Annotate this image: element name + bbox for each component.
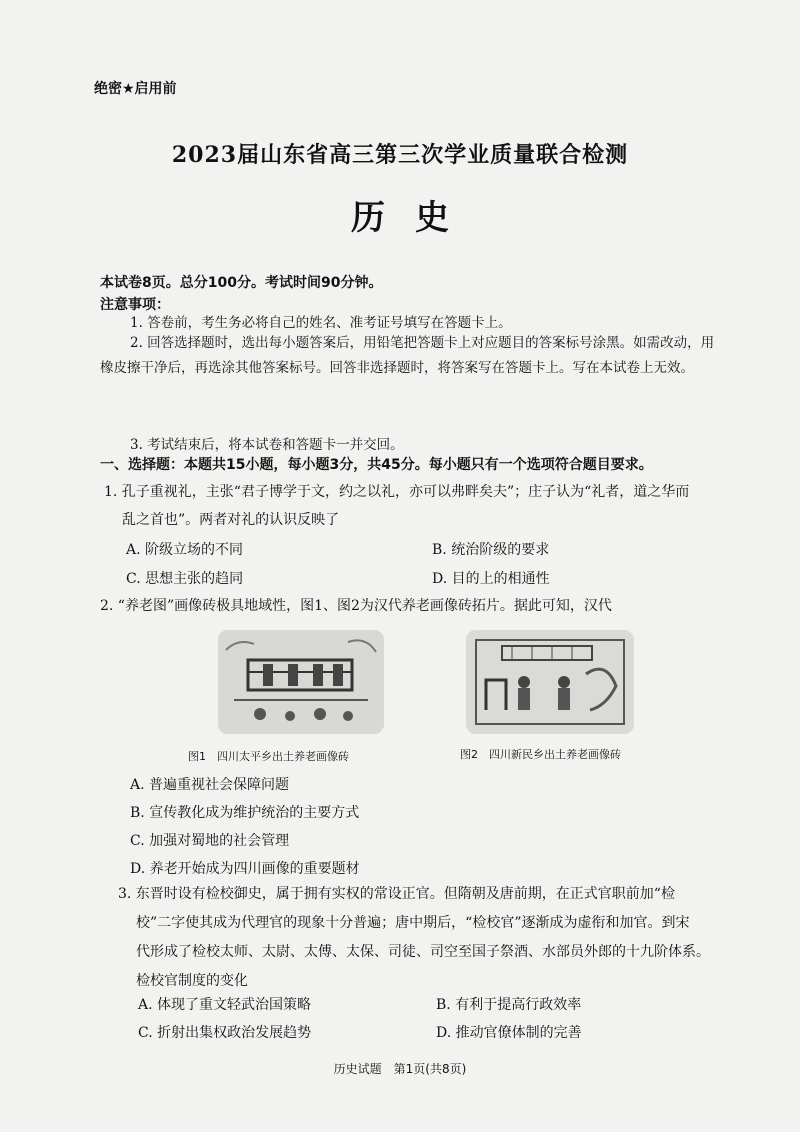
figure-1-caption: 图1 四川太平乡出土养老画像砖 [188, 750, 349, 763]
question-3-stem-line-1: 3. 东晋时设有检校御史，属于拥有实权的常设正官。但隋朝及唐前期，在正式官职前加“检 [118, 886, 675, 902]
q2-option-b[interactable]: B. 宣传教化成为维护统治的主要方式 [130, 805, 360, 821]
question-3 [118, 880, 718, 996]
figure-2-caption: 图2 四川新民乡出土养老画像砖 [460, 748, 621, 761]
q1-option-a[interactable]: A. 阶级立场的不同 [126, 542, 244, 558]
question-3-stem-line-2: 校”二字使其成为代理官的现象十分普遍；唐中期后，“检校官”逐渐成为虚衔和加官。到宋 [136, 915, 690, 931]
question-1-stem-line-1: 1. 孔子重视礼，主张“君子博学于文，约之以礼，亦可以弗畔矣夫”；庄子认为“礼者，道之华而 [104, 484, 690, 500]
q2-option-c[interactable]: C. 加强对蜀地的社会管理 [130, 833, 290, 849]
q1-option-c[interactable]: C. 思想主张的趋同 [126, 571, 244, 587]
q3-option-a[interactable]: A. 体现了重文轻武治国策略 [138, 997, 312, 1013]
q2-option-d[interactable]: D. 养老开始成为四川画像的重要题材 [130, 861, 360, 877]
q1-option-b[interactable]: B. 统治阶级的要求 [432, 542, 550, 558]
q2-option-a[interactable]: A. 普遍重视社会保障问题 [130, 777, 290, 793]
exam-info: 本试卷8页。总分100分。考试时间90分钟。 [100, 275, 383, 291]
q3-option-c[interactable]: C. 折射出集权政治发展趋势 [138, 1025, 312, 1041]
confidential-label: 绝密★启用前 [94, 81, 177, 97]
section-heading: 一、选择题：本题共15小题，每小题3分，共45分。每小题只有一个选项符合题目要求。 [100, 457, 653, 473]
q3-option-d[interactable]: D. 推动官僚体制的完善 [436, 1025, 582, 1041]
figure-2-rubbing [466, 630, 634, 734]
notice-item-2: 2. 回答选择题时，选出每小题答案后，用铅笔把答题卡上对应题目的答案标号涂黑。如需改动，用橡皮擦干净后，再选涂其他答案标号。回答非选择题时，将答案写在答题卡上。写在本试卷上无效。 [100, 335, 715, 376]
exam-title: 2023届山东省高三第三次学业质量联合检测 [171, 142, 629, 168]
question-2-stem: 2. “养老图”画像砖极具地域性，图1、图2为汉代养老画像砖拓片。据此可知，汉代 [100, 598, 612, 614]
question-1-stem-line-2: 乱之首也”。两者对礼的认识反映了 [122, 512, 340, 528]
question-3-stem-line-3: 代形成了检校太师、太尉、太傅、太保、司徒、司空至国子祭酒、水部员外郎的十九阶体系。 [136, 944, 710, 960]
notice-item-3: 3. 考试结束后，将本试卷和答题卡一并交回。 [130, 437, 404, 453]
page-footer: 历史试题 第1页(共8页) [333, 1062, 467, 1076]
q3-option-b[interactable]: B. 有利于提高行政效率 [436, 997, 582, 1013]
question-3-stem-line-4: 检校官制度的变化 [136, 973, 248, 989]
figure-2-image [466, 630, 634, 734]
notice-item-1: 1. 答卷前，考生务必将自己的姓名、准考证号填写在答题卡上。 [130, 315, 512, 331]
q1-option-d[interactable]: D. 目的上的相通性 [432, 571, 550, 587]
notice-title: 注意事项： [100, 297, 170, 313]
subject-title: 历史 [351, 198, 479, 238]
question-1 [104, 478, 704, 534]
figure-1-image [218, 630, 384, 734]
figure-1-rubbing [218, 630, 384, 734]
